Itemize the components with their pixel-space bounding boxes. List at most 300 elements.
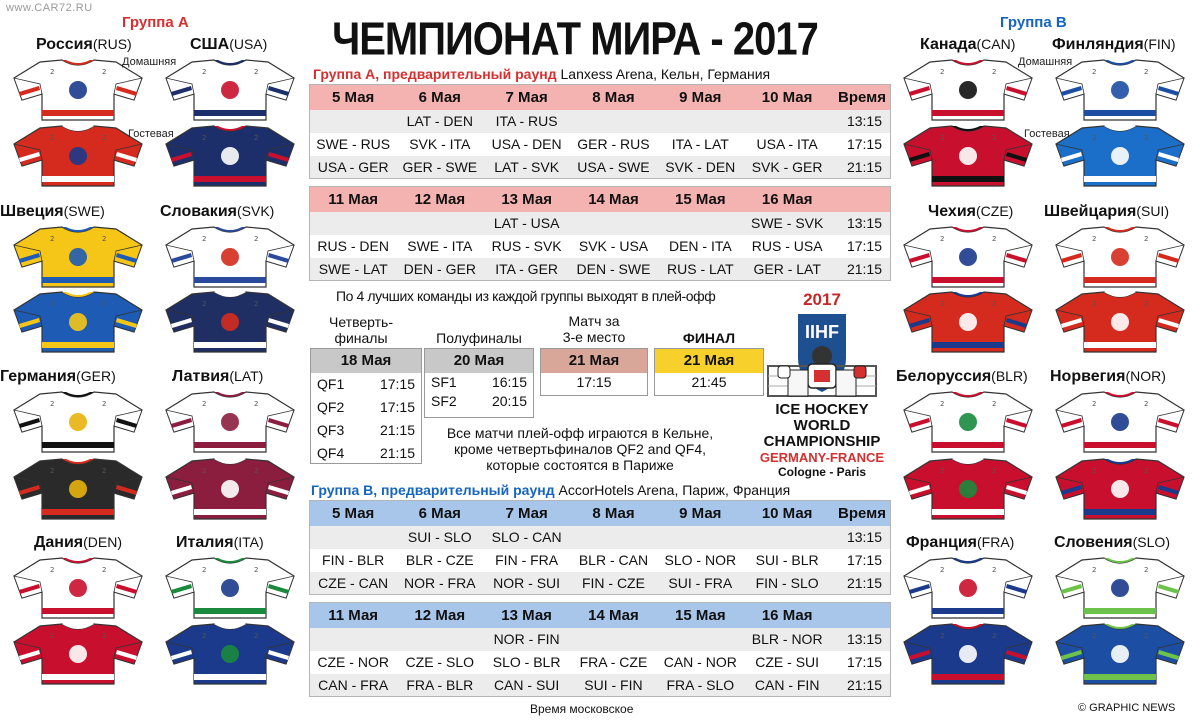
table-row [310, 133, 891, 156]
team-code: (NOR) [1125, 368, 1166, 384]
svg-text:2: 2 [202, 400, 207, 408]
match-cell: LAT - DEN [396, 110, 483, 133]
table-row [310, 110, 891, 133]
team-title: Италия [176, 534, 234, 551]
match-time: 13:15 [831, 110, 891, 133]
away-jersey-icon [1052, 122, 1188, 188]
match-cell: SUI - FRA [657, 572, 744, 595]
team-title: Чехия [928, 203, 976, 220]
playoff-game-row [311, 442, 421, 465]
match-cell: DEN - GER [396, 258, 483, 281]
home-jersey-icon [162, 388, 298, 454]
date-column-header: 14 Мая [570, 187, 657, 212]
home-jersey-icon [900, 56, 1036, 122]
table-header-row [310, 85, 891, 110]
match-cell [657, 212, 744, 235]
match-cell: SLO - NOR [657, 549, 744, 572]
svg-text:2: 2 [1092, 566, 1097, 574]
svg-text:2: 2 [992, 300, 997, 308]
svg-text:2: 2 [1092, 400, 1097, 408]
team-code: (SWE) [63, 203, 105, 219]
match-cell: NOR - FRA [396, 572, 483, 595]
time-zone-note: Время московское [530, 702, 634, 716]
game-time: 21:15 [379, 422, 415, 438]
match-cell: FRA - CZE [570, 651, 657, 674]
away-jersey-icon [10, 620, 146, 686]
watermark: www.CAR72.RU [6, 2, 93, 14]
away-jersey-icon [162, 288, 298, 354]
bronze-box [540, 348, 648, 396]
svg-text:2: 2 [102, 632, 107, 640]
svg-text:2: 2 [50, 68, 55, 76]
match-cell: LAT - USA [483, 212, 570, 235]
team-name [190, 36, 267, 54]
date-column-header: 6 Мая [396, 85, 483, 110]
match-cell: SUI - FIN [570, 674, 657, 697]
match-cell: CAN - NOR [657, 651, 744, 674]
team-name [896, 368, 1028, 386]
svg-text:2: 2 [254, 467, 259, 475]
match-time: 21:15 [831, 156, 891, 179]
game-time: 21:15 [379, 445, 415, 461]
svg-text:2: 2 [254, 300, 259, 308]
bronze-date: 21 Мая [541, 349, 647, 373]
logo-org: IIHF [805, 322, 839, 342]
time-column-header [831, 187, 891, 212]
away-jersey-icon [900, 455, 1036, 521]
svg-text:2: 2 [992, 467, 997, 475]
match-cell [744, 110, 831, 133]
group-a-schedule-table-1 [309, 84, 891, 179]
sf-box [424, 348, 534, 418]
team-name [1044, 203, 1169, 221]
match-time: 21:15 [831, 674, 891, 697]
game-time: 17:15 [379, 399, 415, 415]
away-jersey-icon [10, 455, 146, 521]
home-jersey-icon [900, 223, 1036, 289]
match-cell [310, 526, 397, 549]
svg-text:2: 2 [102, 300, 107, 308]
game-time: 20:15 [491, 393, 527, 409]
team-title: Дания [34, 534, 84, 551]
match-cell: DEN - SWE [570, 258, 657, 281]
playoff-game-row [311, 373, 421, 396]
table-row [310, 212, 891, 235]
match-cell [396, 212, 483, 235]
match-cell: CAN - FRA [310, 674, 397, 697]
team-title: Россия [36, 36, 93, 53]
away-jersey-icon [1052, 455, 1188, 521]
page-title: ЧЕМПИОНАТ МИРА - 2017 [332, 14, 818, 65]
match-time: 17:15 [831, 549, 891, 572]
team-code: (CAN) [976, 36, 1016, 52]
svg-text:2: 2 [254, 400, 259, 408]
match-time: 13:15 [831, 628, 891, 651]
away-jersey-icon [900, 122, 1036, 188]
match-cell: ITA - LAT [657, 133, 744, 156]
match-cell: USA - DEN [483, 133, 570, 156]
home-jersey-icon [10, 223, 146, 289]
svg-text:2: 2 [102, 134, 107, 142]
qf-rows [311, 373, 421, 465]
qf-label-text: Четверть- финалы [329, 314, 393, 346]
svg-text:2: 2 [1144, 235, 1149, 243]
team-name [0, 203, 105, 221]
championship-logo [758, 290, 886, 479]
logo-emblem [758, 310, 886, 402]
team-name [1052, 36, 1176, 54]
group-b-section-title [311, 482, 790, 498]
match-cell: FIN - BLR [310, 549, 397, 572]
svg-text:2: 2 [254, 134, 259, 142]
team-name [36, 36, 132, 54]
match-cell [657, 110, 744, 133]
group-b-home-label: Домашняя [1018, 56, 1073, 68]
svg-text:2: 2 [940, 134, 945, 142]
away-jersey-icon [900, 288, 1036, 354]
team-code: (FRA) [977, 534, 1015, 550]
bronze-label: Матч за 3-е место [562, 313, 626, 345]
match-cell: USA - ITA [744, 133, 831, 156]
home-jersey-icon [1052, 223, 1188, 289]
qf-box [310, 348, 422, 464]
svg-text:2: 2 [202, 467, 207, 475]
svg-text:2: 2 [940, 68, 945, 76]
match-cell: CZE - SLO [396, 651, 483, 674]
date-column-header: 13 Мая [483, 187, 570, 212]
home-jersey-icon [10, 388, 146, 454]
team-title: США [190, 36, 230, 53]
match-cell: ITA - GER [483, 258, 570, 281]
team-name [1050, 368, 1166, 386]
team-code: (SLO) [1132, 534, 1170, 550]
game-code: SF1 [431, 374, 457, 390]
svg-text:2: 2 [50, 632, 55, 640]
team-name [160, 203, 274, 221]
date-column-header: 15 Мая [657, 603, 744, 628]
qf-date: 18 Мая [311, 349, 421, 373]
date-column-header: 13 Мая [483, 603, 570, 628]
match-cell: FRA - BLR [396, 674, 483, 697]
team-name [172, 368, 263, 386]
playoff-game-row [425, 392, 533, 411]
svg-text:2: 2 [50, 134, 55, 142]
match-cell: RUS - USA [744, 235, 831, 258]
team-name [34, 534, 122, 552]
game-time: 17:15 [379, 376, 415, 392]
final-box [654, 348, 764, 396]
team-code: (SVK) [236, 203, 275, 219]
match-time: 13:15 [831, 212, 891, 235]
home-jersey-icon [900, 554, 1036, 620]
date-column-header: 12 Мая [396, 603, 483, 628]
away-jersey-icon [10, 288, 146, 354]
match-cell: FIN - SLO [744, 572, 831, 595]
match-cell: USA - GER [310, 156, 397, 179]
match-cell: SUI - SLO [396, 526, 483, 549]
date-column-header: 15 Мая [657, 187, 744, 212]
group-a-section-title [313, 66, 770, 82]
final-time: 21:45 [691, 374, 727, 390]
table-header-row [310, 603, 891, 628]
team-name [928, 203, 1013, 221]
svg-text:2: 2 [940, 235, 945, 243]
match-cell: CZE - SUI [744, 651, 831, 674]
match-time: 17:15 [831, 235, 891, 258]
game-code: QF1 [317, 376, 345, 392]
team-code: (SUI) [1136, 203, 1169, 219]
match-cell: SLO - CAN [483, 526, 570, 549]
match-cell: BLR - CZE [396, 549, 483, 572]
home-jersey-icon [900, 388, 1036, 454]
match-time: 21:15 [831, 258, 891, 281]
svg-text:2: 2 [940, 300, 945, 308]
match-cell [396, 628, 483, 651]
team-title: Белоруссия [896, 368, 992, 385]
playoff-note: По 4 лучших команды из каждой группы выходят в плей-офф [336, 288, 716, 304]
match-cell: RUS - DEN [310, 235, 397, 258]
team-title: Франция [906, 534, 977, 551]
away-jersey-icon [1052, 620, 1188, 686]
game-code: QF2 [317, 399, 345, 415]
svg-text:2: 2 [992, 68, 997, 76]
bronze-time: 17:15 [576, 374, 612, 390]
team-name [920, 36, 1015, 54]
svg-text:2: 2 [1092, 68, 1097, 76]
away-jersey-icon [1052, 288, 1188, 354]
playoff-game-row [311, 396, 421, 419]
sf-label: Полуфиналы [436, 330, 522, 346]
date-column-header: 10 Мая [744, 501, 831, 526]
match-cell [310, 110, 397, 133]
team-name [176, 534, 264, 552]
match-cell: SVK - DEN [657, 156, 744, 179]
team-title: Швейцария [1044, 203, 1137, 220]
team-title: Латвия [172, 368, 230, 385]
match-cell: BLR - CAN [570, 549, 657, 572]
logo-cities: Cologne - Paris [777, 465, 866, 479]
svg-text:2: 2 [50, 235, 55, 243]
group-b-schedule-table-1 [309, 500, 891, 595]
svg-text:2: 2 [102, 467, 107, 475]
qf-label [316, 314, 406, 346]
time-column-header: Время [831, 501, 891, 526]
team-title: Словения [1054, 534, 1133, 551]
home-jersey-icon [1052, 554, 1188, 620]
team-code: (USA) [229, 36, 268, 52]
playoff-game-row [425, 373, 533, 392]
svg-text:2: 2 [50, 467, 55, 475]
match-cell: LAT - SVK [483, 156, 570, 179]
svg-text:2: 2 [1092, 467, 1097, 475]
team-code: (DEN) [83, 534, 123, 550]
home-jersey-icon [162, 56, 298, 122]
time-column-header: Время [831, 85, 891, 110]
match-cell: DEN - ITA [657, 235, 744, 258]
team-name [0, 368, 116, 386]
date-column-header: 16 Мая [744, 603, 831, 628]
team-code: (FIN) [1143, 36, 1176, 52]
date-column-header: 12 Мая [396, 187, 483, 212]
match-cell [570, 110, 657, 133]
group-b-away-label: Гостевая [1024, 128, 1070, 140]
home-jersey-icon [162, 554, 298, 620]
svg-text:2: 2 [202, 68, 207, 76]
table-row [310, 572, 891, 595]
table-row [310, 549, 891, 572]
group-a-venue: Lanxess Arena, Кельн, Германия [560, 66, 771, 82]
group-b-venue: AccorHotels Arena, Париж, Франция [558, 482, 791, 498]
date-column-header: 6 Мая [396, 501, 483, 526]
table-header-row [310, 187, 891, 212]
away-jersey-icon [162, 122, 298, 188]
svg-text:2: 2 [992, 566, 997, 574]
match-cell: SVK - GER [744, 156, 831, 179]
date-column-header: 5 Мая [310, 85, 397, 110]
svg-text:2: 2 [940, 632, 945, 640]
match-cell [310, 628, 397, 651]
logo-line-1: ICE HOCKEY [775, 401, 869, 418]
table-row [310, 674, 891, 697]
svg-text:2: 2 [202, 566, 207, 574]
team-name [1054, 534, 1170, 552]
final-date: 21 Мая [655, 349, 763, 373]
hockey-goalie-icon [758, 310, 886, 402]
match-cell [744, 526, 831, 549]
match-cell: USA - SWE [570, 156, 657, 179]
svg-text:2: 2 [1144, 68, 1149, 76]
svg-text:2: 2 [992, 235, 997, 243]
match-cell [657, 526, 744, 549]
group-a-home-label: Домашняя [122, 56, 177, 68]
date-column-header: 8 Мая [570, 85, 657, 110]
svg-text:2: 2 [1144, 134, 1149, 142]
date-column-header: 9 Мая [657, 85, 744, 110]
svg-text:2: 2 [1092, 632, 1097, 640]
away-jersey-icon [162, 455, 298, 521]
svg-text:2: 2 [1144, 566, 1149, 574]
match-cell: BLR - NOR [744, 628, 831, 651]
table-row [310, 526, 891, 549]
team-title: Словакия [160, 203, 237, 220]
svg-text:2: 2 [1092, 134, 1097, 142]
team-code: (RUS) [92, 36, 132, 52]
table-row [310, 258, 891, 281]
match-cell: GER - SWE [396, 156, 483, 179]
date-column-header: 11 Мая [310, 187, 397, 212]
svg-text:2: 2 [50, 300, 55, 308]
group-b-round-label: Группа В, предварительный раунд [311, 482, 555, 498]
date-column-header: 8 Мая [570, 501, 657, 526]
svg-text:2: 2 [992, 400, 997, 408]
svg-text:2: 2 [50, 566, 55, 574]
match-time: 21:15 [831, 572, 891, 595]
svg-text:2: 2 [1144, 632, 1149, 640]
svg-text:2: 2 [254, 68, 259, 76]
logo-line-2: WORLD [793, 417, 851, 434]
group-b-schedule-table-2 [309, 602, 891, 697]
svg-text:2: 2 [940, 400, 945, 408]
match-cell: GER - RUS [570, 133, 657, 156]
svg-text:2: 2 [1144, 300, 1149, 308]
team-code: (BLR) [991, 368, 1028, 384]
logo-hosts: GERMANY-FRANCE [759, 450, 885, 465]
svg-text:2: 2 [1144, 467, 1149, 475]
date-column-header: 5 Мая [310, 501, 397, 526]
match-cell: RUS - LAT [657, 258, 744, 281]
match-cell [570, 526, 657, 549]
match-cell: SLO - BLR [483, 651, 570, 674]
team-title: Германия [0, 368, 77, 385]
svg-text:2: 2 [102, 68, 107, 76]
home-jersey-icon [1052, 388, 1188, 454]
match-cell: SWE - RUS [310, 133, 397, 156]
table-row [310, 156, 891, 179]
group-b-heading: Группа В [1000, 14, 1067, 31]
match-cell: SWE - SVK [744, 212, 831, 235]
svg-text:2: 2 [202, 235, 207, 243]
svg-text:2: 2 [102, 566, 107, 574]
match-cell: FRA - SLO [657, 674, 744, 697]
match-cell [310, 212, 397, 235]
match-cell: CAN - SUI [483, 674, 570, 697]
final-label: ФИНАЛ [682, 330, 736, 346]
svg-text:2: 2 [1144, 400, 1149, 408]
game-code: SF2 [431, 393, 457, 409]
playoff-info-text: Все матчи плей-офф играются в Кельне, кроме четвертьфиналов QF2 and QF4, которые состоятся в Париже [446, 425, 714, 473]
svg-text:2: 2 [202, 300, 207, 308]
match-cell: CZE - CAN [310, 572, 397, 595]
match-cell: SWE - LAT [310, 258, 397, 281]
match-cell: NOR - FIN [483, 628, 570, 651]
time-column-header [831, 603, 891, 628]
team-name [906, 534, 1014, 552]
svg-text:2: 2 [202, 632, 207, 640]
match-cell [570, 212, 657, 235]
group-a-away-label: Гостевая [128, 128, 174, 140]
group-a-schedule-table-2 [309, 186, 891, 281]
match-cell: SWE - ITA [396, 235, 483, 258]
match-cell: CZE - NOR [310, 651, 397, 674]
match-cell: SVK - USA [570, 235, 657, 258]
team-title: Швеция [0, 203, 64, 220]
svg-text:2: 2 [1092, 300, 1097, 308]
match-time: 17:15 [831, 651, 891, 674]
date-column-header: 9 Мая [657, 501, 744, 526]
svg-text:2: 2 [254, 235, 259, 243]
sf-date: 20 Мая [425, 349, 533, 373]
svg-text:2: 2 [202, 134, 207, 142]
date-column-header: 14 Мая [570, 603, 657, 628]
sf-rows [425, 373, 533, 411]
game-time: 16:15 [491, 374, 527, 390]
home-jersey-icon [10, 554, 146, 620]
away-jersey-icon [162, 620, 298, 686]
svg-text:2: 2 [992, 134, 997, 142]
table-row [310, 651, 891, 674]
playoff-game-row [311, 419, 421, 442]
date-column-header: 7 Мая [483, 501, 570, 526]
match-cell [657, 628, 744, 651]
game-code: QF4 [317, 445, 345, 461]
svg-text:2: 2 [940, 467, 945, 475]
svg-text:2: 2 [102, 235, 107, 243]
table-header-row [310, 501, 891, 526]
svg-text:2: 2 [1092, 235, 1097, 243]
svg-text:2: 2 [254, 566, 259, 574]
away-jersey-icon [900, 620, 1036, 686]
match-cell: SVK - ITA [396, 133, 483, 156]
